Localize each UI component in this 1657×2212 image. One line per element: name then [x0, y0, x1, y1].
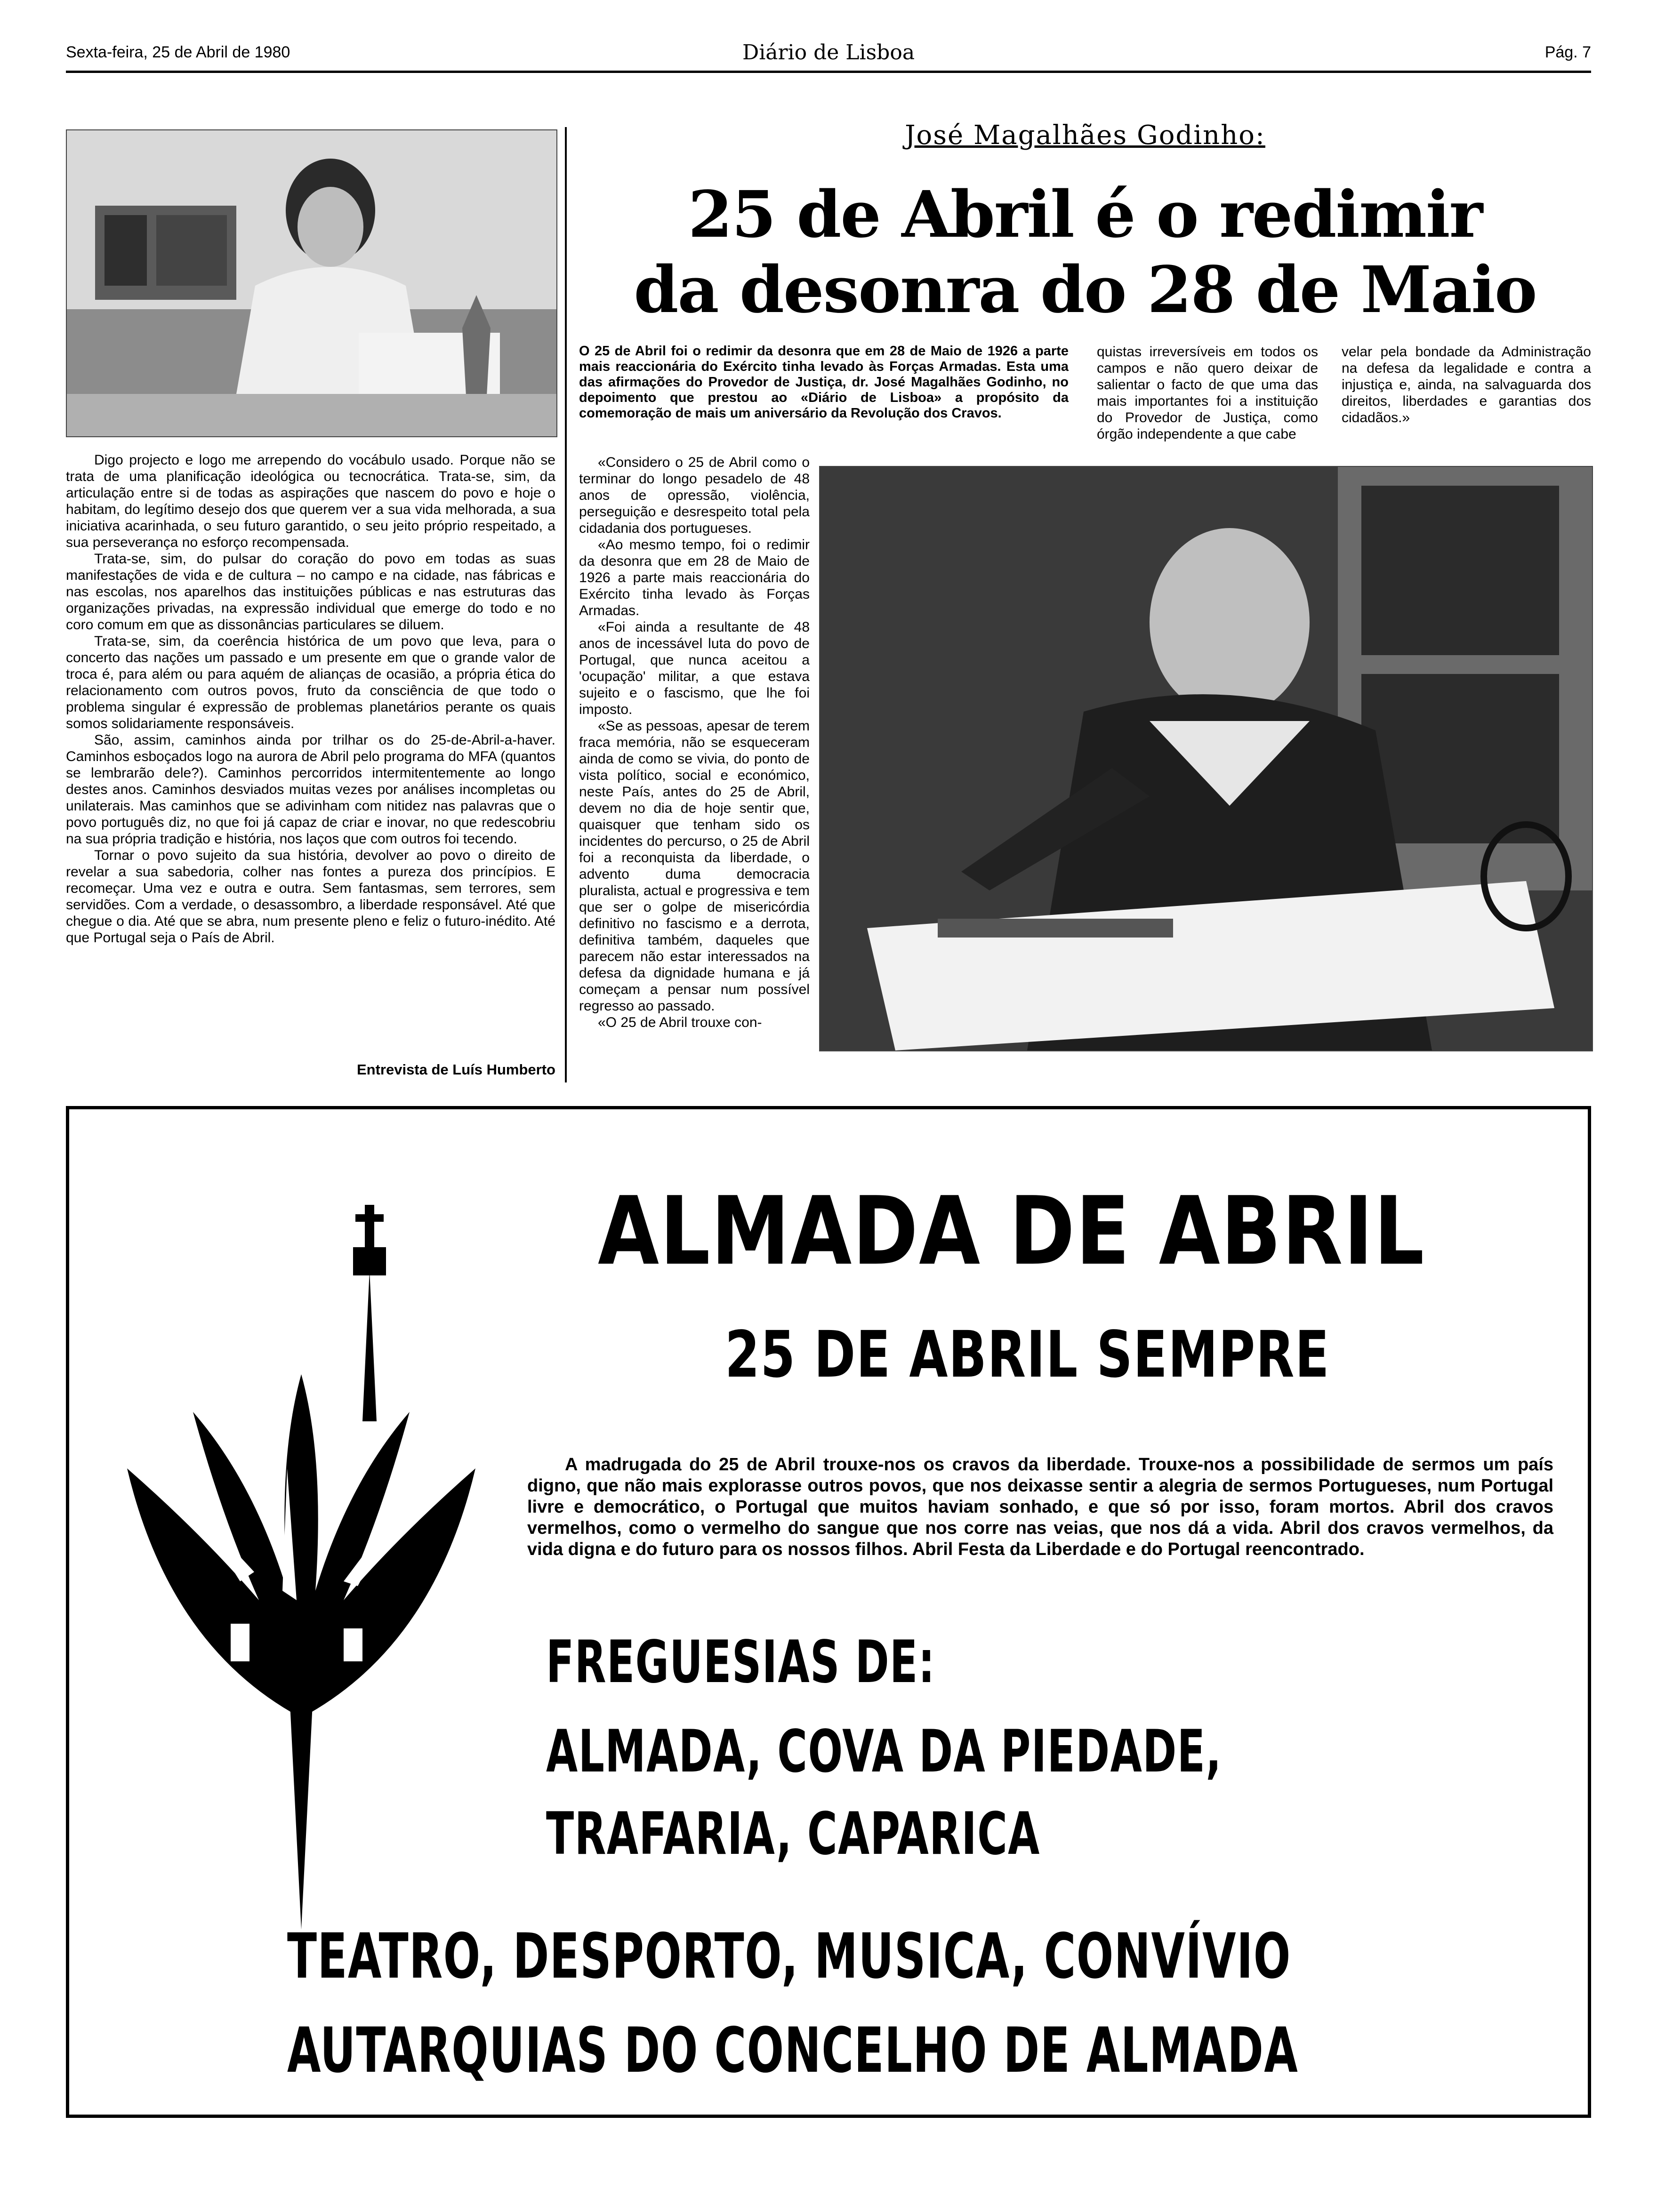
headline-line-1: 25 de Abril é o redimir: [688, 177, 1482, 252]
article-paragraph: «Ao mesmo tempo, foi o redimir da desonra que em 28 de Maio de 1926 a parte mais reaccionária do Exército tinha levado às Forças Armadas.: [579, 537, 810, 618]
article-lead: O 25 de Abril foi o redimir da desonra que em 28 de Maio de 1926 a parte mais reaccionária do Exército tinha levado às Forças Armadas. Esta uma das afirmações do Provedor de Justiça, dr. José Magalhães Godinho, no depoimento que prestou ao «Diário de Lisboa» a propósito da comemoração de mais um aniversário da Revolução dos Cravos.: [579, 344, 1069, 421]
page-number: Pág. 7: [1544, 43, 1591, 61]
article-paragraph: «Se as pessoas, apesar de terem fraca memória, não se esqueceram ainda de como se vivia, do ponto de vista político, social e económico, neste País, antes do 25 de Abril, devem no dia de hoje sentir que, quaisquer que tenham sido os incidentes do percurso, o 25 de Abril foi a reconquista da liberdade, o advento duma democracia pluralista, actual e progressiva e tem que ser o golpe de misericórdia definitivo no fascismo e a derrota, definitiva também, daqueles que parecem não estar interessados na defesa da dignidade humana e já começam a pensar num possível regresso ao passado.: [579, 718, 810, 1014]
carnation-illustration: [99, 1177, 504, 1977]
ad-sponsor-line: AUTARQUIAS DO CONCELHO DE ALMADA: [287, 2014, 1299, 2087]
article-paragraph: «O 25 de Abril trouxe con-: [598, 1015, 762, 1030]
article-paragraph: «Considero o 25 de Abril como o terminar do longo pesadelo de 48 anos de opressão, violência, perseguição e desrespeito total pela cidadania dos portugueses.: [579, 455, 810, 536]
headline-line-2: da desonra do 28 de Maio: [634, 252, 1536, 328]
left-paragraph: São, assim, caminhos ainda por trilhar os do 25-de-Abril-a-haver. Caminhos esboçados logo na aurora de Abril pelo programa do MFA (quantos se lembrarão dele?). Caminhos percorridos intermitentemente ao longo destes anos. Caminhos desviados muitas vezes por análises incompletas ou unilaterais. Mas caminhos que se adivinham com nitidez nas palavras que o povo português diz, no que foi já capaz de criar e inovar, no que redescobriu na sua própria tradição e história, nos laços que com outros foi tecendo.: [66, 732, 555, 847]
left-paragraph: Tornar o povo sujeito da sua história, devolver ao povo o direito de revelar a sua sabedoria, colher nas fontes a pureza dos princípios. E recomeçar. Uma vez e outra e outra. Sem fantasmas, sem terrores, sem servidões. Com a verdade, o desassombro, a liberdade responsável. Até que chegue o dia. Até que se abra, num presente pleno e feliz o futuro-inédito. Até que Portugal seja o País de Abril.: [66, 848, 555, 946]
ad-paragraph: A madrugada do 25 de Abril trouxe-nos os cravos da liberdade. Trouxe-nos a possibilidade de sermos um país digno, que não mais explorasse outros povos, que nos deixasse sentir a alegria de sermos Portugueses, num Portugal livre e democrático, o Portugal que muitos haviam sonhado, e que só por isso, foram mortos. Abril dos cravos vermelhos, como o vermelho do sangue que nos corre nas veias, que nos dá a vida. Abril dos cravos vermelhos, da vida digna e do futuro para os nossos filhos. Abril Festa da Liberdade e do Portugal reencontrado.: [527, 1455, 1553, 1559]
ad-freguesias-list-2: TRAFARIA, CAPARICA: [546, 1800, 1040, 1868]
ad-freguesias-list-1: ALMADA, COVA DA PIEDADE,: [546, 1718, 1222, 1786]
masthead: Diário de Lisboa: [742, 40, 915, 64]
ad-events-line: TEATRO, DESPORTO, MUSICA, CONVÍVIO: [287, 1920, 1291, 1993]
article-kicker: José Magalhães Godinho:: [905, 120, 1265, 151]
left-paragraph: Trata-se, sim, do pulsar do coração do povo em todas as suas manifestações de vida e de cultura – no campo e na cidade, nas fábricas e nas escolas, nos aparelhos das instituições públicas e nas estruturas das organizações privadas, na expressão individual que emerge do todo e no coro comum em que as dissonâncias particulares se diluem.: [66, 551, 555, 633]
article-column-mid: quistas irreversíveis em todos os campos e não quero deixar de salientar o facto de que uma das mais importantes foi a instituição do Provedor de Justiça, como órgão independente a que cabe: [1097, 344, 1318, 442]
article-body: [579, 454, 810, 1031]
left-paragraph: Trata-se, sim, da coerência histórica de um povo que leva, para o concerto das nações um passado e um presente em que o grande valor de troca é, para além ou para aquém de alianças de ocasião, a própria ética do relacionamento com outros povos, fruto da consciência de que todo o problema singular é expressão de problemas planetários perante os quais somos solidariamente responsáveis.: [66, 633, 555, 731]
article-column-right: velar pela bondade da Administração na defesa da legalidade e contra a injustiça e, ainda, na salvaguarda dos direitos, liberdades e garantias dos cidadãos.»: [1342, 344, 1591, 425]
ad-title: ALMADA DE ABRIL: [598, 1177, 1425, 1286]
ad-subtitle: 25 DE ABRIL SEMPRE: [725, 1318, 1330, 1392]
header-rule: [66, 71, 1591, 73]
left-paragraph: Digo projecto e logo me arrependo do vocábulo usado. Porque não se trata de uma planificação ideológica ou tecnocrática. Trata-se, sim, da articulação entre si de todas as aspirações que nascem do povo e hoje o habitam, do legítimo desejo dos que querem ver a sua vida melhorada, a sua iniciativa acarinhada, o seu futuro garantido, o seu jeito próprio respeitado, a sua perseverança no esforço recompensada.: [66, 452, 555, 550]
left-column-text: [66, 452, 555, 946]
issue-date: Sexta-feira, 25 de Abril de 1980: [66, 43, 290, 61]
godinho-photo: [819, 466, 1593, 1051]
column-divider: [565, 127, 567, 1082]
article-paragraph: «Foi ainda a resultante de 48 anos de incessável luta do povo de Portugal, que nunca aceitou a 'ocupação' militar, a que estava sujeito e o fascismo, que lhe foi imposto.: [579, 619, 810, 717]
ad-freguesias-heading: FREGUESIAS DE:: [546, 1628, 935, 1696]
interview-credit: Entrevista de Luís Humberto: [356, 1061, 555, 1078]
woman-photo: [66, 129, 557, 437]
